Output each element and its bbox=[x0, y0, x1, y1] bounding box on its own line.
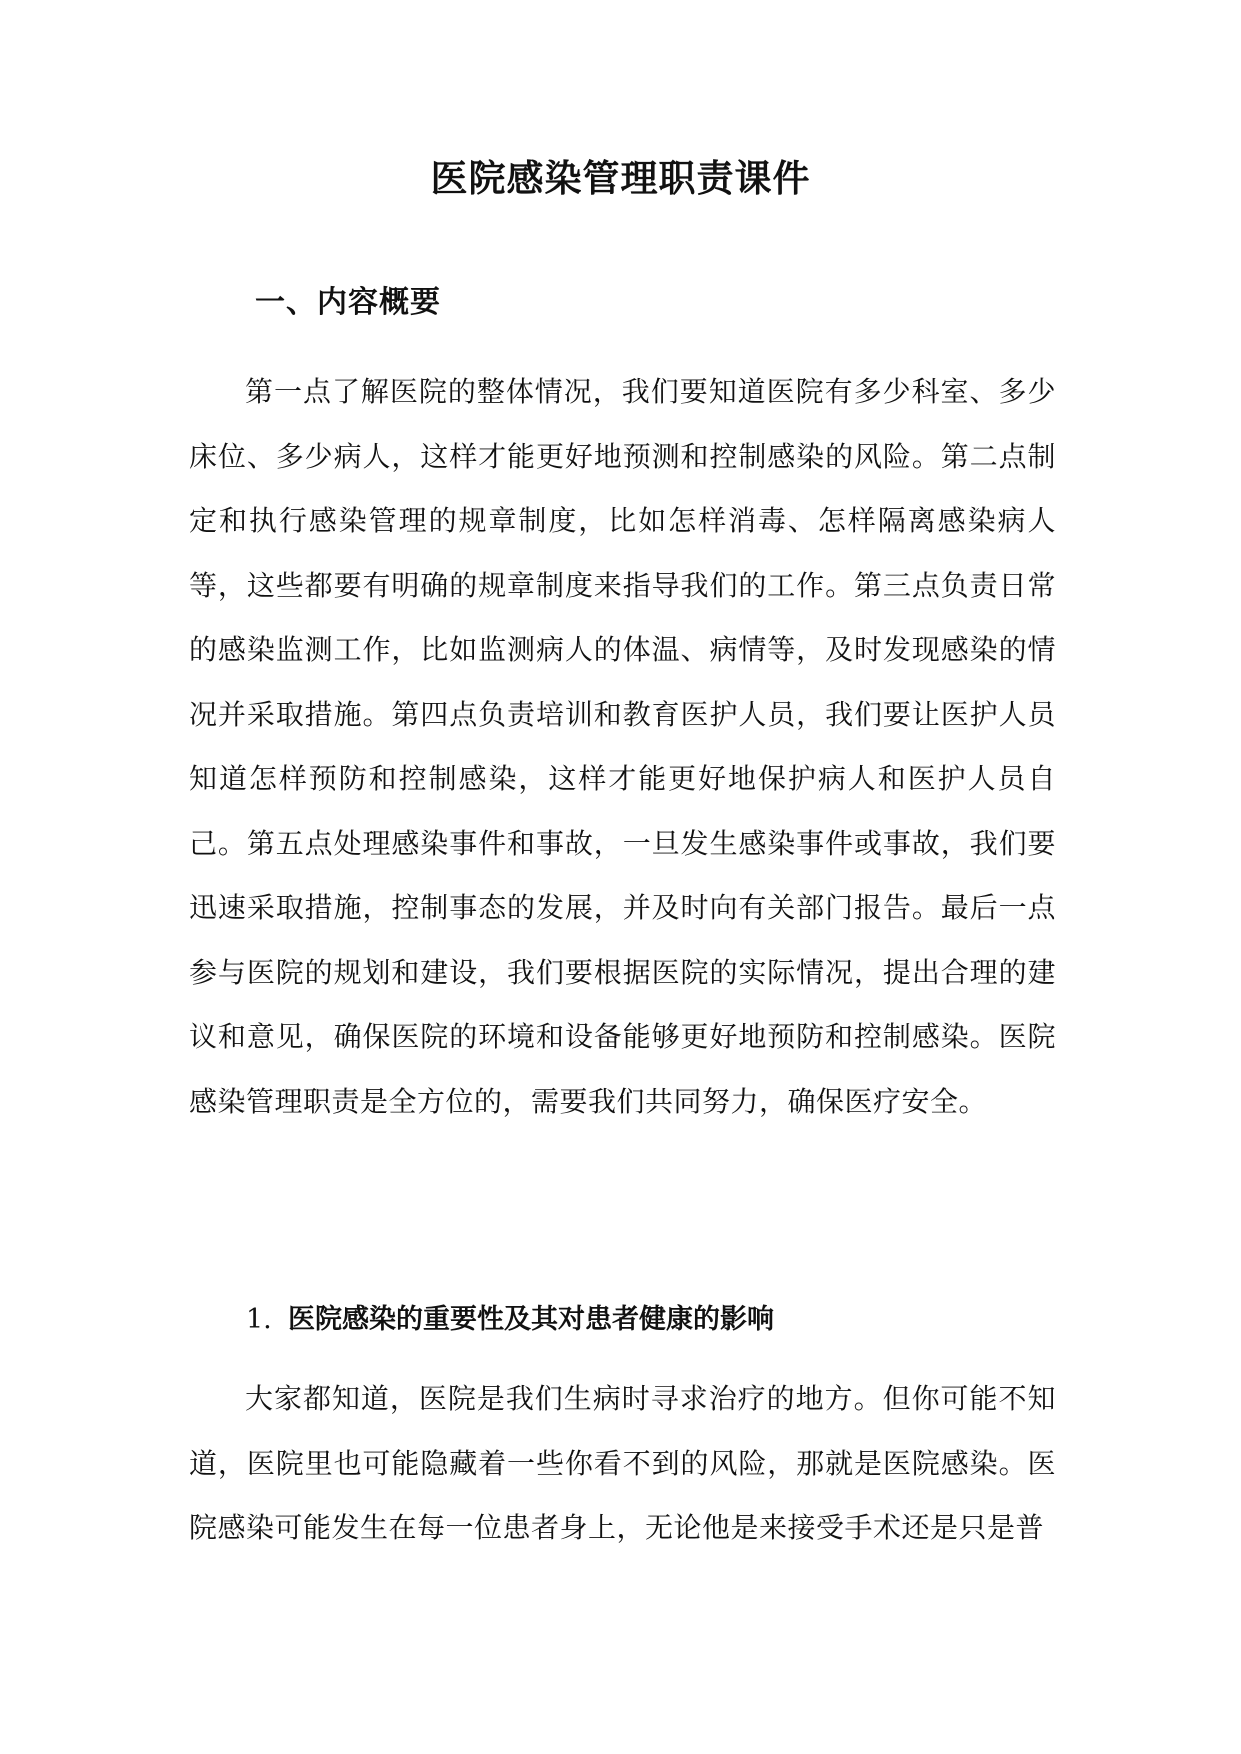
subsection-heading bbox=[246, 1298, 774, 1342]
importance-paragraph: 大家都知道，医院是我们生病时寻求治疗的地方。但你可能不知道，医院里也可能隐藏着一些你看不到的风险，那就是医院感染。医院感染可能发生在每一位患者身上，无论他是来接受手术还是只是普 bbox=[189, 1382, 1056, 1544]
section-heading-overview: 一、内容概要 bbox=[255, 285, 441, 320]
overview-paragraph: 第一点了解医院的整体情况，我们要知道医院有多少科室、多少床位、多少病人，这样才能更好地预测和控制感染的风险。第二点制定和执行感染管理的规章制度，比如怎样消毒、怎样隔离感染病人等，这些都要有明确的规章制度来指导我们的工作。第三点负责日常的感染监测工作，比如监测病人的体温、病情等，及时发现感染的情况并采取措施。第四点负责培训和教育医护人员，我们要让医护人员知道怎样预防和控制感染，这样才能更好地保护病人和医护人员自己。第五点处理感染事件和事故，一旦发生感染事件或事故，我们要迅速采取措施，控制事态的发展，并及时向有关部门报告。最后一点参与医院的规划和建设，我们要根据医院的实际情况，提出合理的建议和意见，确保医院的环境和设备能够更好地预防和控制感染。医院感染管理职责是全方位的，需要我们共同努力，确保医疗安全。 bbox=[189, 375, 1056, 1118]
subsection-number: 1. bbox=[246, 1304, 272, 1335]
subsection-heading-text: 医院感染的重要性及其对患者健康的影响 bbox=[288, 1304, 774, 1335]
document-title: 医院感染管理职责课件 bbox=[430, 156, 811, 200]
